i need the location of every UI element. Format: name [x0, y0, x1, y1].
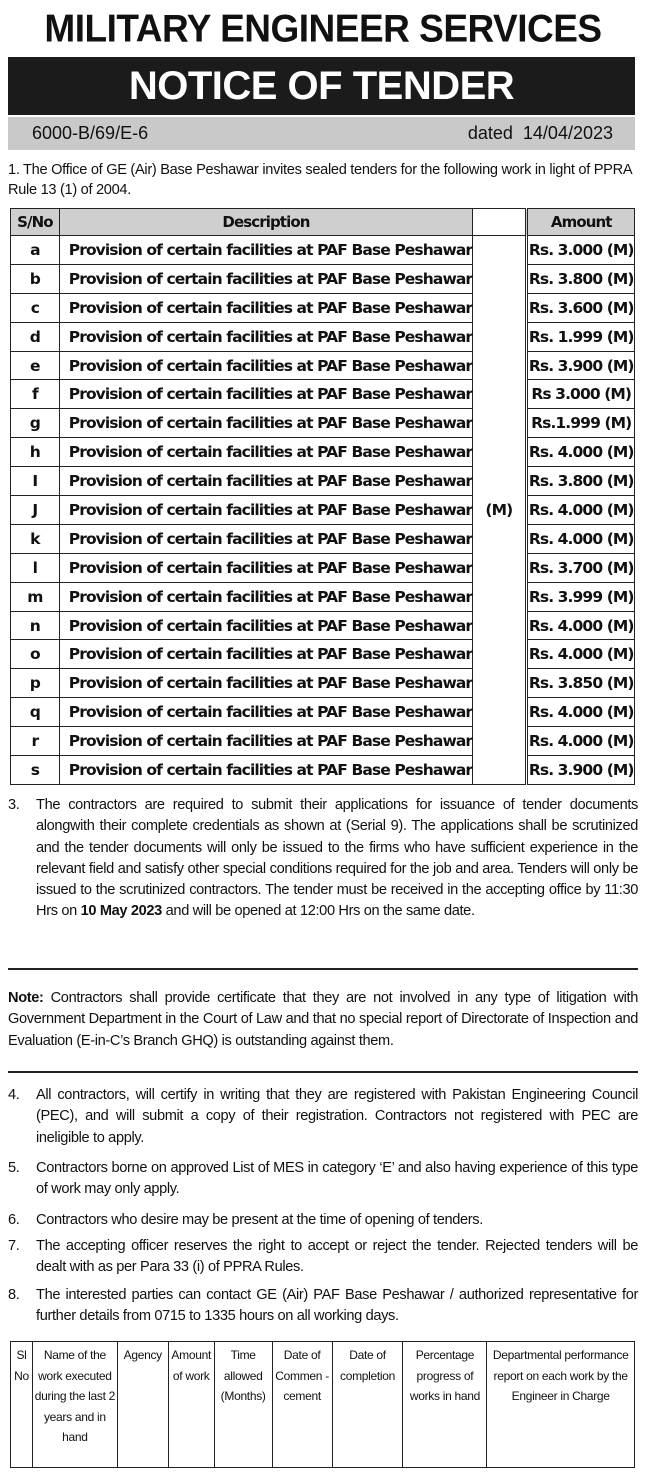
row-sno: a [11, 236, 60, 265]
row-description: Provision of certain facilities at PAF Base Peshawar [59, 409, 472, 438]
row-sno: n [11, 611, 60, 640]
col-commencement: Date of Commen -cement [272, 1342, 332, 1468]
row-amount: Rs. 3.700 (M) [528, 553, 635, 582]
row-description: Provision of certain facilities at PAF Base Peshawar [59, 640, 472, 669]
paragraph-3-number: 3. [8, 797, 20, 813]
header-blank [473, 209, 525, 236]
table-row [11, 640, 635, 669]
row-amount: Rs. 4.000 (M) [528, 496, 635, 525]
row-sno: f [11, 380, 60, 409]
paragraph-3-text-end: and will be opened at 12:00 Hrs on the same date. [161, 903, 475, 920]
row-description: Provision of certain facilities at PAF Base Peshawar [59, 236, 472, 265]
row-description: Provision of certain facilities at PAF Base Peshawar [59, 496, 472, 525]
row-description: Provision of certain facilities at PAF Base Peshawar [59, 756, 472, 785]
row-description: Provision of certain facilities at PAF Base Peshawar [59, 293, 472, 322]
row-description: Provision of certain facilities at PAF Base Peshawar [59, 438, 472, 467]
item-5: 5. Contractors borne on approved List of MES in category ‘E’ and also having experience of this type of work may only apply. [8, 1160, 638, 1198]
table-row [11, 611, 635, 640]
row-amount: Rs. 4.000 (M) [528, 698, 635, 727]
row-sno: o [11, 640, 60, 669]
item-8: 8. The interested parties can contact GE (Air) PAF Base Peshawar / authorized representative for further details from 0715 to 1335 hours on all working days. [8, 1287, 638, 1325]
header-sno: S/No [11, 209, 60, 236]
row-amount: Rs. 1.999 (M) [528, 322, 635, 351]
row-sno: g [11, 409, 60, 438]
table-row [11, 438, 635, 467]
divider [8, 968, 638, 970]
notice-date: dated 14/04/2023 [467, 123, 613, 143]
row-amount: Rs. 4.000 (M) [528, 524, 635, 553]
col-agency: Agency [117, 1342, 168, 1468]
col-amount: Amount of work [168, 1342, 214, 1468]
row-sno: I [11, 467, 60, 496]
row-description: Provision of certain facilities at PAF Base Peshawar [59, 380, 472, 409]
table-row [11, 409, 635, 438]
row-sno: d [11, 322, 60, 351]
reference-number: 6000-B/69/E-6 [32, 123, 149, 143]
table-row [11, 727, 635, 756]
header-description: Description [59, 209, 472, 236]
row-sno: k [11, 524, 60, 553]
note-paragraph [8, 988, 638, 1052]
col-sl-no: Sl No [11, 1342, 33, 1468]
row-amount: Rs. 4.000 (M) [528, 611, 635, 640]
row-amount: Rs. 3.900 (M) [528, 351, 635, 380]
row-sno: r [11, 727, 60, 756]
intro-paragraph: 1. The Office of GE (Air) Base Peshawar invites sealed tenders for the following work in light of PPRA Rule 13 (1) of 2004. [8, 162, 632, 198]
row-amount: Rs 3.000 (M) [528, 380, 635, 409]
row-sno: p [11, 669, 60, 698]
row-sno: c [11, 293, 60, 322]
row-amount: Rs. 4.000 (M) [528, 727, 635, 756]
col-name-of-work: Name of the work executed during the last 2 years and in hand [32, 1342, 117, 1468]
middle-label: (M) [473, 236, 525, 785]
tender-table [10, 208, 635, 785]
reference-bar [8, 117, 635, 150]
row-amount: Rs. 4.000 (M) [528, 640, 635, 669]
paragraph-3 [8, 795, 638, 923]
table-row [11, 264, 635, 293]
row-sno: J [11, 496, 60, 525]
row-description: Provision of certain facilities at PAF Base Peshawar [59, 727, 472, 756]
row-description: Provision of certain facilities at PAF Base Peshawar [59, 322, 472, 351]
table-row [11, 322, 635, 351]
row-description: Provision of certain facilities at PAF Base Peshawar [59, 467, 472, 496]
header-amount: Amount [528, 209, 635, 236]
row-sno: e [11, 351, 60, 380]
table-row [11, 380, 635, 409]
row-description: Provision of certain facilities at PAF Base Peshawar [59, 351, 472, 380]
col-time-allowed: Time allowed (Months) [214, 1342, 272, 1468]
opening-date: 10 May 2023 [80, 903, 162, 920]
row-sno: h [11, 438, 60, 467]
row-sno: s [11, 756, 60, 785]
row-sno: l [11, 553, 60, 582]
table-row [11, 698, 635, 727]
row-description: Provision of certain facilities at PAF Base Peshawar [59, 698, 472, 727]
row-description: Provision of certain facilities at PAF Base Peshawar [59, 524, 472, 553]
row-description: Provision of certain facilities at PAF Base Peshawar [59, 669, 472, 698]
table-row [11, 553, 635, 582]
table-row [11, 236, 635, 265]
row-description: Provision of certain facilities at PAF Base Peshawar [59, 264, 472, 293]
divider [8, 1071, 638, 1073]
paragraph-3-text: The contractors are required to submit their applications for issuance of tender documents alongwith their complete credentials as shown at (Serial 9). The applications shall be scrutinized and the tender documents will only be issued to the firms who have sufficient experience in the relevant field and satisfy other special conditions required for the job and area. Tenders will only be issued to the scrutinized contractors. The tender must be received in the accepting office by 11:30 Hrs on [36, 797, 638, 920]
row-sno: b [11, 264, 60, 293]
row-amount: Rs. 3.850 (M) [528, 669, 635, 698]
table-row [11, 582, 635, 611]
row-description: Provision of certain facilities at PAF Base Peshawar [59, 582, 472, 611]
row-sno: m [11, 582, 60, 611]
note-label: Note: [8, 990, 44, 1006]
item-7: 7. The accepting officer reserves the right to accept or reject the tender. Rejected tenders will be dealt with as per Para 33 (i) of PPRA Rules. [8, 1238, 638, 1276]
table-row [11, 293, 635, 322]
row-amount: Rs. 3.800 (M) [528, 264, 635, 293]
organization-title: MILITARY ENGINEER SERVICES [44, 7, 602, 51]
row-amount: Rs. 4.000 (M) [528, 438, 635, 467]
table-row [11, 669, 635, 698]
row-amount: Rs. 3.999 (M) [528, 582, 635, 611]
row-amount: Rs. 3.900 (M) [528, 756, 635, 785]
note-text: Contractors shall provide certificate that they are not involved in any type of litigation with Government Department in the Court of Law and that no special report of Directorate of Inspection and Evaluation (E-in-C’s Branch GHQ) is outstanding against them. [8, 990, 638, 1049]
col-completion: Date of completion [332, 1342, 403, 1468]
row-amount: Rs.1.999 (M) [528, 409, 635, 438]
row-description: Provision of certain facilities at PAF Base Peshawar [59, 611, 472, 640]
item-4: 4. All contractors, will certify in writing that they are registered with Pakistan Engineering Council (PEC), and will submit a copy of their registration. Contractors not registered with PEC are ineligible to apply. [8, 1087, 638, 1146]
notice-title-banner: NOTICE OF TENDER [8, 57, 635, 115]
performance-table-header [11, 1342, 635, 1468]
table-row [11, 467, 635, 496]
item-6: 6. Contractors who desire may be present at the time of opening of tenders. [8, 1212, 483, 1228]
row-amount: Rs. 3.600 (M) [528, 293, 635, 322]
table-row [11, 756, 635, 785]
row-sno: q [11, 698, 60, 727]
row-description: Provision of certain facilities at PAF Base Peshawar [59, 553, 472, 582]
table-row [11, 351, 635, 380]
col-progress: Percentage progress of works in hand [403, 1342, 487, 1468]
table-row [11, 496, 635, 525]
table-row [11, 524, 635, 553]
col-performance-report: Departmental performance report on each work by the Engineer in Charge [487, 1342, 635, 1468]
row-amount: Rs. 3.000 (M) [528, 236, 635, 265]
performance-table [10, 1341, 635, 1468]
tender-table-header [11, 209, 635, 236]
row-amount: Rs. 3.800 (M) [528, 467, 635, 496]
